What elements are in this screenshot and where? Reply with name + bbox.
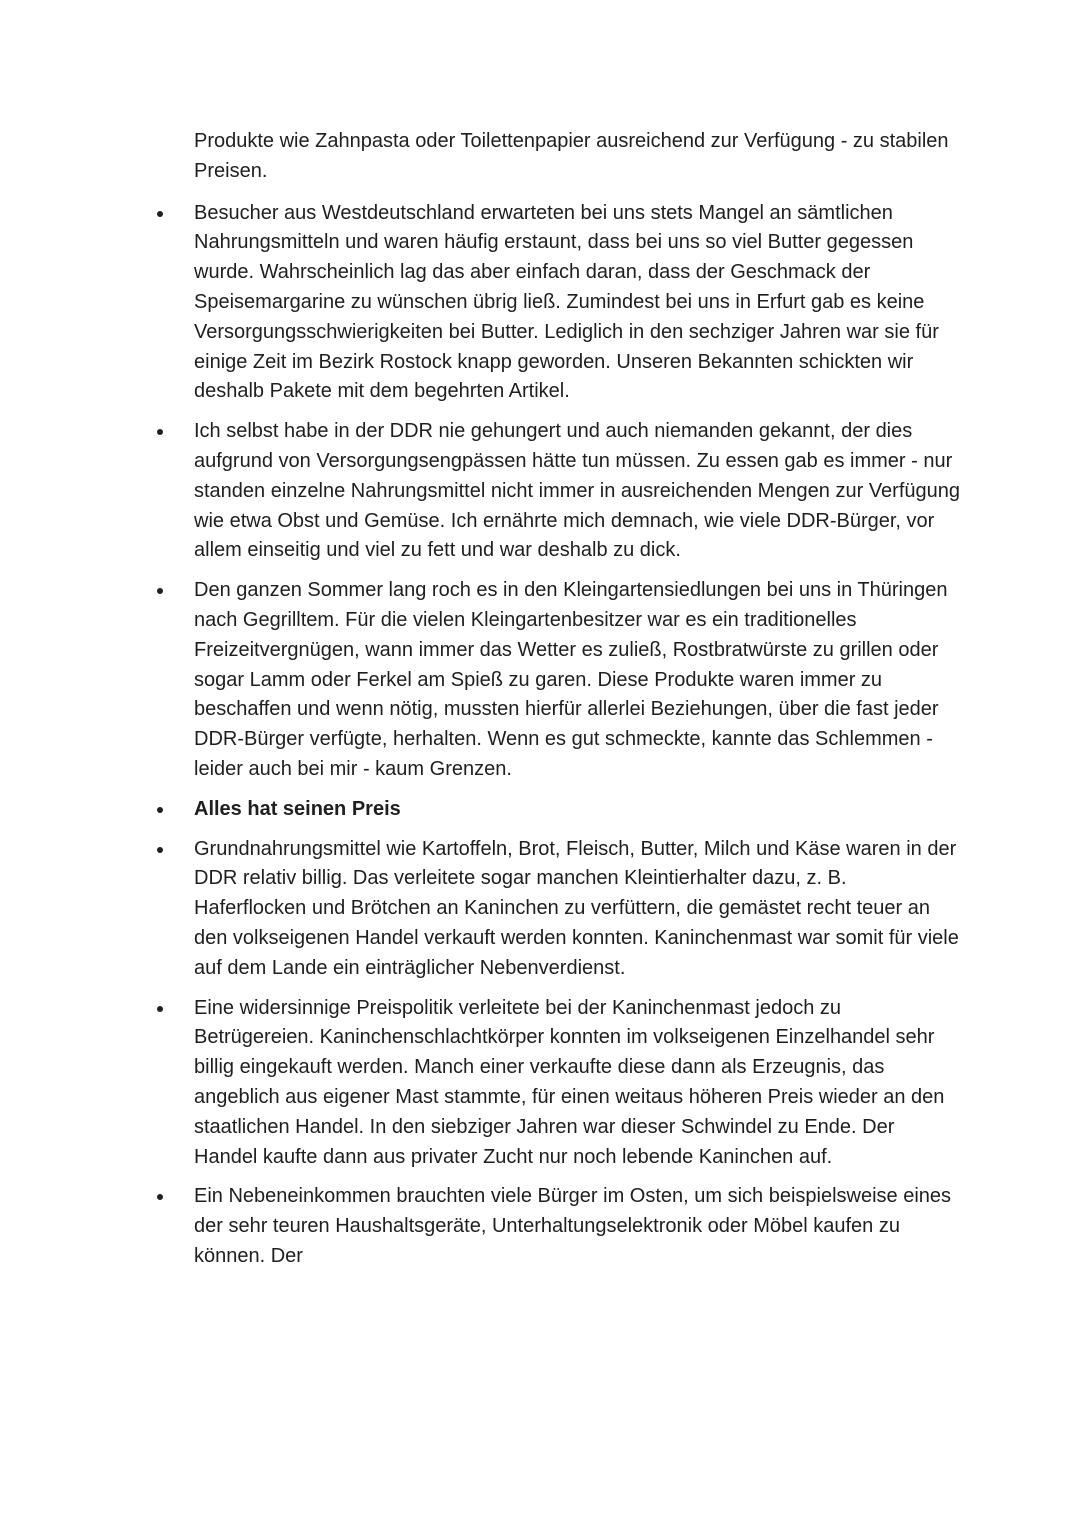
continuation-paragraph: Produkte wie Zahnpasta oder Toilettenpapier ausreichend zur Verfügung - zu stabilen Preisen. [194,130,949,182]
list-item: Ein Nebeneinkommen brauchten viele Bürger im Osten, um sich beispielsweise eines der sehr teuren Haushaltsgeräte, Unterhaltungselektronik oder Möbel kaufen zu können. Der [194,1182,960,1271]
list-item: Besucher aus Westdeutschland erwarteten bei uns stets Mangel an sämtlichen Nahrungsmitteln und waren häufig erstaunt, dass bei uns so viel Butter gegessen wurde. Wahrscheinlich lag das aber einfach daran, dass der Geschmack der Speisemargarine zu wünschen übrig ließ. Zumindest bei uns in Erfurt gab es keine Versorgungsschwierigkeiten bei Butter. Lediglich in den sechziger Jahren war sie für einige Zeit im Bezirk Rostock knapp geworden. Unseren Bekannten schickten wir deshalb Pakete mit dem begehrten Artikel. [194,199,960,408]
list-item: Eine widersinnige Preispolitik verleitete bei der Kaninchenmast jedoch zu Betrügereien. Kaninchenschlachtkörper konnten im volkseigenen Einzelhandel sehr billig eingekauft werden. Manch einer verkaufte diese dann als Erzeugnis, das angeblich aus eigener Mast stammte, für einen weitaus höheren Preis wieder an den staatlichen Handel. In den siebziger Jahren war dieser Schwindel zu Ende. Der Handel kaufte dann aus privater Zucht nur noch lebende Kaninchen auf. [194,994,960,1173]
list-item: Den ganzen Sommer lang roch es in den Kleingartensiedlungen bei uns in Thüringen nach Gegrilltem. Für die vielen Kleingartenbesitzer war es ein traditionelles Freizeitvergnügen, wann immer das Wetter es zuließ, Rostbratwürste zu grillen oder sogar Lamm oder Ferkel am Spieß zu garen. Diese Produkte waren immer zu beschaffen und wenn nötig, mussten hierfür allerlei Beziehungen, über die fast jeder DDR-Bürger verfügte, herhalten. Wenn es gut schmeckte, kannte das Schlemmen - leider auch bei mir - kaum Grenzen. [194,576,960,785]
section-heading: Alles hat seinen Preis [194,795,960,825]
list-item: Ich selbst habe in der DDR nie gehungert und auch niemanden gekannt, der dies aufgrund von Versorgungsengpässen hätte tun müssen. Zu essen gab es immer - nur standen einzelne Nahrungsmittel nicht immer in ausreichenden Mengen zur Verfügung wie etwa Obst und Gemüse. Ich ernährte mich demnach, wie viele DDR-Bürger, vor allem einseitig und viel zu fett und war deshalb zu dick. [194,417,960,566]
list-item: Grundnahrungsmittel wie Kartoffeln, Brot, Fleisch, Butter, Milch und Käse waren in der DDR relativ billig. Das verleitete sogar manchen Kleintierhalter dazu, z. B. Haferflocken und Brötchen an Kaninchen zu verfüttern, die gemästet recht teuer an den volkseigenen Handel verkauft werden konnten. Kaninchenmast war somit für viele auf dem Lande ein einträglicher Nebenverdienst. [194,835,960,984]
bullet-list [194,199,960,1272]
